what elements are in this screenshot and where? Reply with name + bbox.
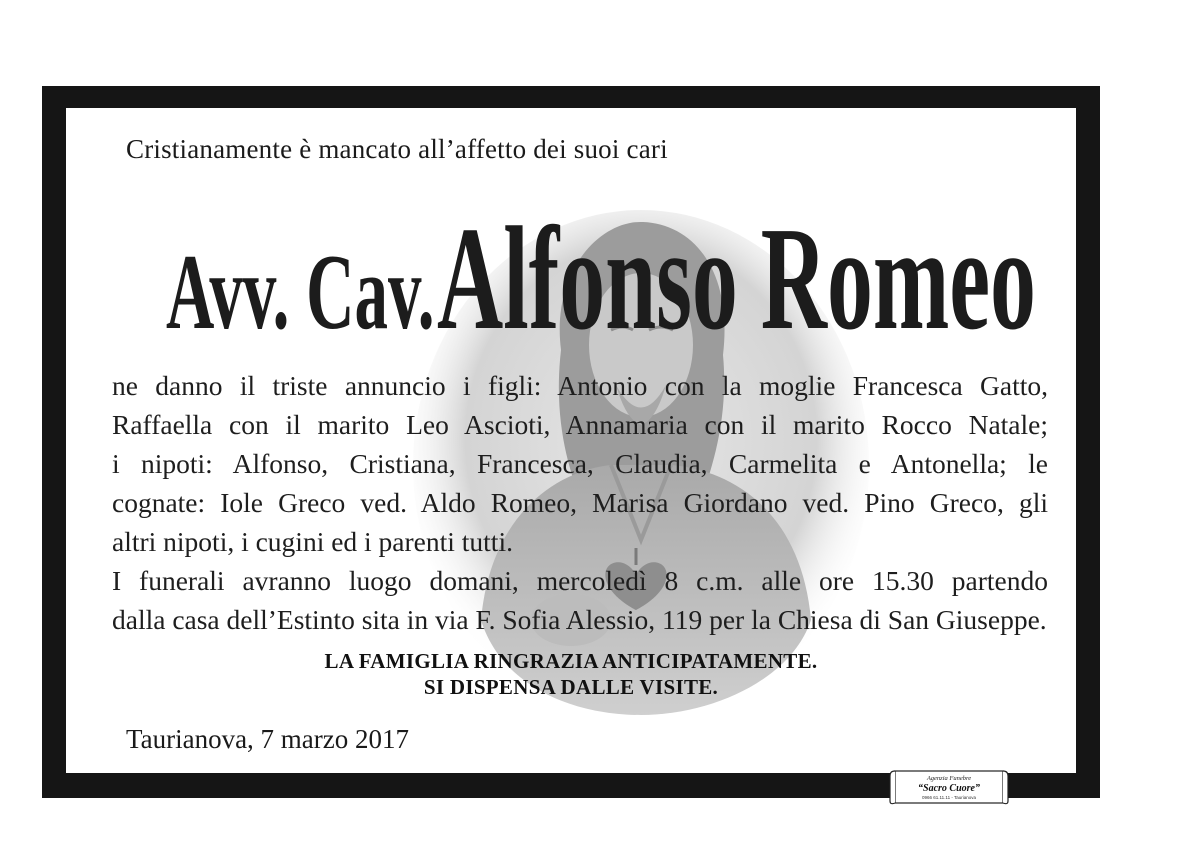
notice-no-visits: SI DISPENSA DALLE VISITE. bbox=[423, 675, 719, 699]
body-line: I funerali avranno luogo domani, mercoledì 8 c.m. alle ore 15.30 partendo bbox=[112, 565, 1048, 596]
honorific-title: Avv. Cav. bbox=[166, 233, 435, 352]
family-notices bbox=[66, 648, 1076, 700]
body-line: cognate: Iole Greco ved. Aldo Romeo, Marisa Giordano ved. Pino Greco, gli bbox=[112, 487, 1048, 518]
stamp-line-2: “Sacro Cuore” bbox=[918, 783, 980, 794]
notice-thanks: LA FAMIGLIA RINGRAZIA ANTICIPATAMENTE. bbox=[324, 649, 818, 673]
announcement-body bbox=[112, 366, 1048, 639]
body-line: dalla casa dell’Estinto sita in via F. Sofia Alessio, 119 per la Chiesa di San Giuseppe. bbox=[112, 604, 1047, 635]
stamp-line-3: 0966 61.11.11 - Taurianova bbox=[921, 795, 977, 800]
body-line: i nipoti: Alfonso, Cristiana, Francesca, Claudia, Carmelita e Antonella; le bbox=[112, 448, 1048, 479]
place-and-date: Taurianova, 7 marzo 2017 bbox=[126, 724, 410, 754]
intro-line: Cristianamente è mancato all’affetto dei suoi cari bbox=[126, 134, 668, 164]
deceased-heading bbox=[166, 194, 1036, 364]
body-line: altri nipoti, i cugini ed i parenti tutti. bbox=[112, 526, 513, 557]
body-line: Raffaella con il marito Leo Ascioti, Annamaria con il marito Rocco Natale; bbox=[112, 409, 1048, 440]
stamp-line-1: Agenzia Funebre bbox=[926, 775, 972, 782]
funeral-agency-stamp bbox=[889, 768, 1009, 806]
announcement-panel bbox=[66, 108, 1076, 773]
body-line: ne danno il triste annuncio i figli: Antonio con la moglie Francesca Gatto, bbox=[112, 370, 1048, 401]
deceased-name: Alfonso Romeo bbox=[436, 197, 1036, 361]
